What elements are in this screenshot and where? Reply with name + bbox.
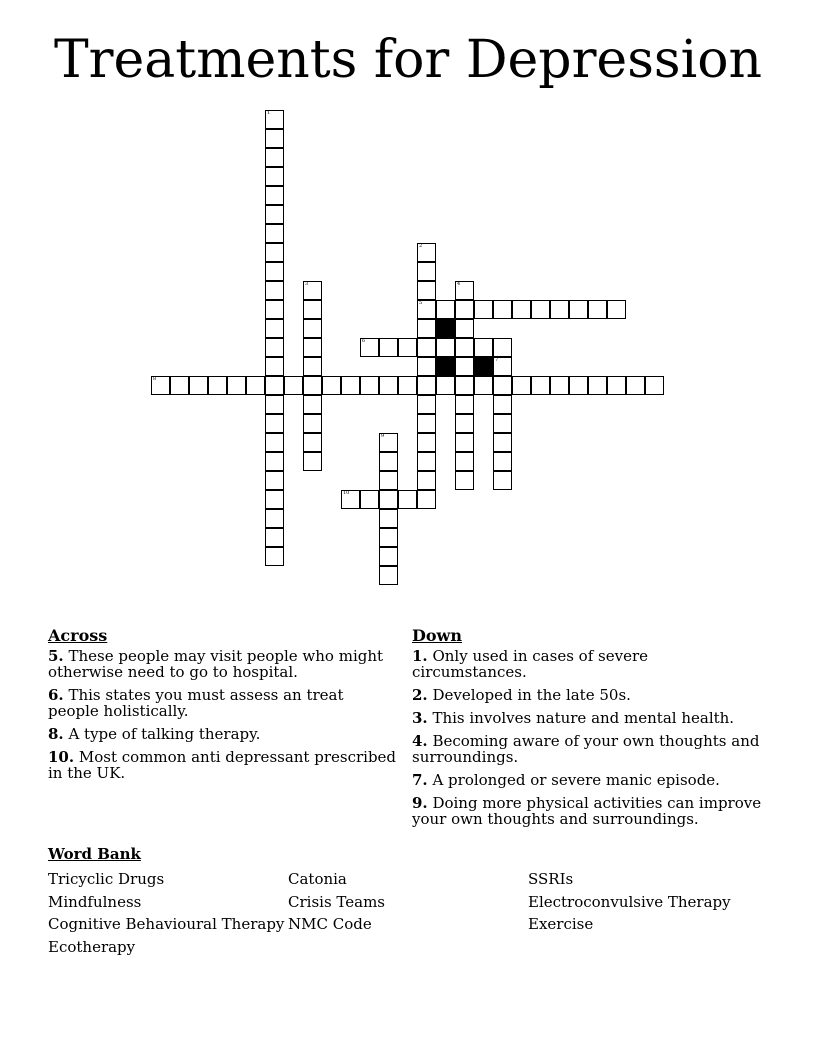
clue-number: 10 [343, 490, 350, 496]
grid-cell[interactable] [303, 300, 322, 319]
grid-cell[interactable] [303, 395, 322, 414]
grid-cell[interactable] [417, 300, 436, 319]
grid-cell[interactable] [493, 433, 512, 452]
grid-cell[interactable] [265, 205, 284, 224]
word-bank-item: NMC Code [288, 915, 372, 933]
grid-cell[interactable] [455, 471, 474, 490]
grid-cell[interactable] [436, 338, 455, 357]
grid-cell[interactable] [265, 376, 284, 395]
grid-cell[interactable] [265, 186, 284, 205]
grid-cell[interactable] [474, 300, 493, 319]
grid-cell[interactable] [379, 528, 398, 547]
word-bank-column-1 [48, 868, 284, 958]
grid-cell[interactable] [626, 376, 645, 395]
grid-cell[interactable] [417, 338, 436, 357]
clue-number: 4 [457, 281, 461, 287]
clue-down-4: 4. Becoming aware of your own thoughts and surroundings. [412, 732, 760, 766]
grid-cell[interactable] [474, 376, 493, 395]
grid-cell[interactable] [379, 547, 398, 566]
grid-cell[interactable] [493, 338, 512, 357]
grid-cell[interactable] [398, 376, 417, 395]
grid-cell[interactable] [265, 338, 284, 357]
grid-cell[interactable] [417, 357, 436, 376]
puzzle-title: Treatments for Depression [53, 30, 763, 90]
grid-cell[interactable] [208, 376, 227, 395]
clue-across-6: 6. This states you must assess an treat people holistically. [48, 686, 344, 720]
grid-cell[interactable] [360, 338, 379, 357]
grid-cell[interactable] [303, 433, 322, 452]
grid-cell[interactable] [493, 376, 512, 395]
grid-cell[interactable] [588, 300, 607, 319]
clue-number: 3 [305, 281, 309, 287]
grid-cell[interactable] [607, 300, 626, 319]
grid-cell[interactable] [265, 452, 284, 471]
clue-down-7: 7. A prolonged or severe manic episode. [412, 771, 720, 789]
grid-cell[interactable] [265, 471, 284, 490]
grid-cell[interactable] [398, 338, 417, 357]
grid-cell[interactable] [265, 262, 284, 281]
grid-cell[interactable] [493, 357, 512, 376]
clue-down-1: 1. Only used in cases of severe circumstances. [412, 647, 648, 681]
grid-cell[interactable] [455, 338, 474, 357]
grid-cell[interactable] [265, 110, 284, 129]
grid-cell[interactable] [474, 338, 493, 357]
grid-cell[interactable] [493, 395, 512, 414]
grid-cell[interactable] [417, 414, 436, 433]
grid-cell[interactable] [588, 376, 607, 395]
grid-cell[interactable] [265, 490, 284, 509]
word-bank-item: Tricyclic Drugs [48, 870, 165, 888]
clue-number: 2 [419, 243, 423, 249]
grid-cell[interactable] [512, 376, 531, 395]
grid-cell[interactable] [493, 452, 512, 471]
black-cell [436, 319, 455, 338]
word-bank-item: Ecotherapy [48, 937, 136, 956]
grid-cell[interactable] [550, 376, 569, 395]
clue-across-5: 5. These people may visit people who might otherwise need to go to hospital. [48, 647, 384, 681]
grid-cell[interactable] [493, 471, 512, 490]
word-bank-item: Cognitive Behavioural Therapy [48, 915, 285, 933]
grid-cell[interactable] [265, 395, 284, 414]
grid-cell[interactable] [265, 148, 284, 167]
grid-cell[interactable] [417, 262, 436, 281]
grid-cell[interactable] [550, 300, 569, 319]
grid-cell[interactable] [265, 414, 284, 433]
clue-across-10: 10. Most common anti depressant prescribed in the UK. [48, 748, 397, 782]
word-bank-item: Electroconvulsive Therapy [528, 892, 731, 911]
clue-number: 9 [381, 433, 385, 439]
grid-cell[interactable] [227, 376, 246, 395]
grid-cell[interactable] [417, 395, 436, 414]
clue-number: 8 [153, 376, 157, 382]
grid-cell[interactable] [417, 490, 436, 509]
grid-cell[interactable] [303, 338, 322, 357]
grid-cell[interactable] [265, 129, 284, 148]
grid-cell[interactable] [360, 376, 379, 395]
grid-cell[interactable] [417, 243, 436, 262]
grid-cell[interactable] [455, 452, 474, 471]
across-heading: Across [48, 626, 108, 645]
black-cell [436, 357, 455, 376]
grid-cell[interactable] [379, 566, 398, 585]
grid-cell[interactable] [246, 376, 265, 395]
grid-cell[interactable] [455, 300, 474, 319]
grid-cell[interactable] [303, 452, 322, 471]
grid-cell[interactable] [265, 300, 284, 319]
word-bank-item: Exercise [528, 915, 594, 933]
grid-cell[interactable] [531, 376, 550, 395]
grid-cell[interactable] [379, 509, 398, 528]
grid-cell[interactable] [455, 376, 474, 395]
down-clues [412, 628, 762, 834]
grid-cell[interactable] [265, 281, 284, 300]
grid-cell[interactable] [493, 300, 512, 319]
grid-cell[interactable] [303, 357, 322, 376]
grid-cell[interactable] [455, 357, 474, 376]
clue-number: 6 [362, 338, 366, 344]
grid-cell[interactable] [379, 490, 398, 509]
grid-cell[interactable] [265, 224, 284, 243]
grid-cell[interactable] [607, 376, 626, 395]
grid-cell[interactable] [379, 471, 398, 490]
grid-cell[interactable] [151, 376, 170, 395]
grid-cell[interactable] [417, 281, 436, 300]
grid-cell[interactable] [265, 547, 284, 566]
grid-cell[interactable] [493, 414, 512, 433]
grid-cell[interactable] [170, 376, 189, 395]
grid-cell[interactable] [303, 319, 322, 338]
grid-cell[interactable] [265, 167, 284, 186]
grid-cell[interactable] [417, 376, 436, 395]
grid-cell[interactable] [303, 376, 322, 395]
grid-cell[interactable] [569, 300, 588, 319]
grid-cell[interactable] [265, 319, 284, 338]
across-clues [48, 628, 398, 788]
word-bank-item: Catonia [288, 870, 347, 888]
grid-cell[interactable] [569, 376, 588, 395]
grid-cell[interactable] [417, 452, 436, 471]
grid-cell[interactable] [379, 338, 398, 357]
down-heading: Down [412, 626, 462, 645]
grid-cell[interactable] [284, 376, 303, 395]
clue-number: 7 [495, 357, 499, 363]
word-bank-item: Crisis Teams [288, 892, 385, 911]
grid-cell[interactable] [303, 414, 322, 433]
grid-cell[interactable] [265, 357, 284, 376]
grid-cell[interactable] [417, 319, 436, 338]
grid-cell[interactable] [417, 433, 436, 452]
grid-cell[interactable] [322, 376, 341, 395]
grid-cell[interactable] [645, 376, 664, 395]
grid-cell[interactable] [265, 509, 284, 528]
grid-cell[interactable] [341, 490, 360, 509]
grid-cell[interactable] [455, 414, 474, 433]
clue-number: 1 [267, 110, 271, 116]
grid-cell[interactable] [360, 490, 379, 509]
grid-cell[interactable] [379, 433, 398, 452]
grid-cell[interactable] [455, 319, 474, 338]
grid-cell[interactable] [303, 281, 322, 300]
grid-cell[interactable] [436, 300, 455, 319]
clue-across-8: 8. A type of talking therapy. [48, 725, 261, 743]
grid-cell[interactable] [379, 452, 398, 471]
grid-cell[interactable] [398, 490, 417, 509]
grid-cell[interactable] [379, 376, 398, 395]
grid-cell[interactable] [455, 433, 474, 452]
grid-cell[interactable] [417, 471, 436, 490]
grid-cell[interactable] [265, 433, 284, 452]
clue-down-3: 3. This involves nature and mental health. [412, 709, 735, 727]
clue-down-9: 9. Doing more physical activities can improve your own thoughts and surroundings. [412, 794, 762, 828]
grid-cell[interactable] [436, 376, 455, 395]
grid-cell[interactable] [512, 300, 531, 319]
word-bank-column-2 [288, 868, 385, 936]
grid-cell[interactable] [265, 243, 284, 262]
word-bank-item: Mindfulness [48, 892, 142, 911]
grid-cell[interactable] [189, 376, 208, 395]
clue-down-2: 2. Developed in the late 50s. [412, 686, 631, 704]
word-bank-item: SSRIs [528, 870, 574, 888]
grid-cell[interactable] [455, 281, 474, 300]
grid-cell[interactable] [531, 300, 550, 319]
word-bank-title: Word Bank [48, 845, 141, 863]
word-bank-column-3 [528, 868, 731, 936]
grid-cell[interactable] [341, 376, 360, 395]
black-cell [474, 357, 493, 376]
grid-cell[interactable] [265, 528, 284, 547]
clue-number: 5 [419, 300, 423, 306]
grid-cell[interactable] [455, 395, 474, 414]
